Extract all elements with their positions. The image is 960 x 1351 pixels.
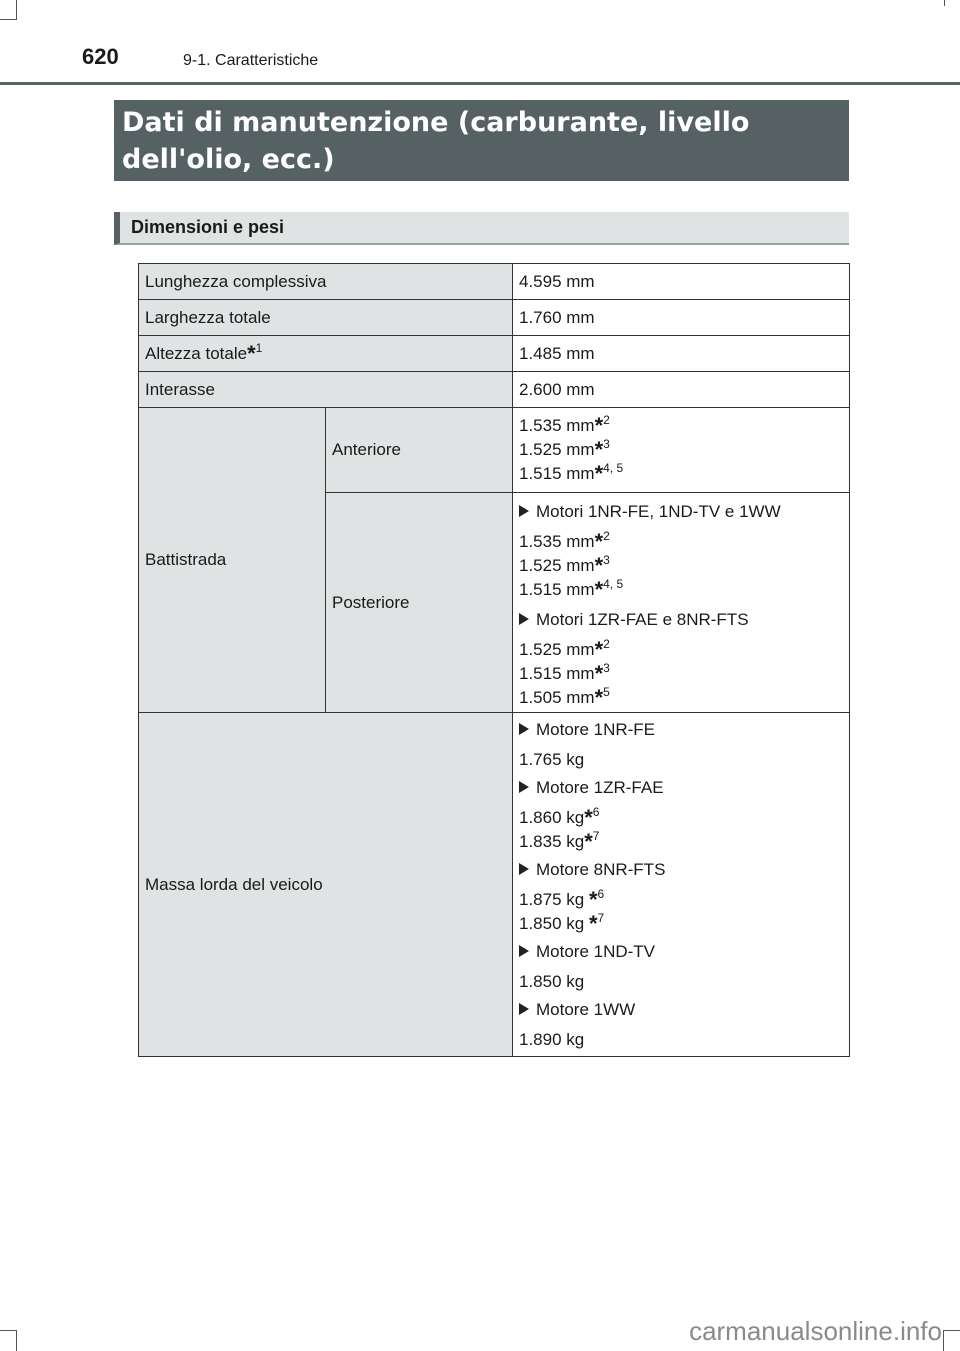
- value-text: 1.515 mm: [519, 579, 595, 599]
- value-text: 1.525 mm: [519, 555, 595, 575]
- footnote-asterisk: *: [247, 340, 256, 366]
- value-text: 1.515 mm: [519, 464, 595, 483]
- header-divider: [0, 82, 960, 85]
- value-line: [519, 662, 843, 686]
- dimensions-table: [138, 263, 850, 1057]
- value-line: [519, 912, 843, 936]
- row-label: Massa lorda del veicolo: [139, 713, 513, 1057]
- footnote-asterisk: *: [594, 528, 604, 554]
- triangle-bullet-icon: [519, 863, 529, 875]
- crop-mark: [943, 1330, 944, 1351]
- engine-label: Motore 8NR-FTS: [536, 859, 666, 879]
- value-text: 1.835 kg: [519, 831, 585, 851]
- footnote-asterisk: *: [594, 437, 604, 462]
- table-row: [139, 713, 850, 1057]
- footnote-asterisk: *: [584, 804, 593, 830]
- footnote-asterisk: *: [594, 684, 604, 710]
- value-text: 1.860 kg: [519, 807, 585, 827]
- crop-mark: [944, 0, 945, 6]
- row-value: 4.595 mm: [513, 264, 850, 300]
- engine-option: [519, 608, 843, 632]
- table-row: [139, 372, 850, 408]
- row-value: [513, 408, 850, 493]
- row-label: Battistrada: [139, 408, 326, 713]
- crop-mark: [16, 0, 17, 20]
- crop-mark: [16, 1330, 17, 1351]
- engine-option: [519, 940, 843, 964]
- engine-label: Motore 1WW: [536, 999, 636, 1019]
- crop-mark: [943, 1330, 960, 1331]
- value-text: 1.535 mm: [519, 531, 595, 551]
- row-label: [139, 336, 513, 372]
- engine-option: [519, 718, 843, 742]
- value-text: 1.525 mm: [519, 639, 595, 659]
- crop-mark: [0, 19, 17, 20]
- row-value: [513, 493, 850, 713]
- value-text: 1.850 kg: [519, 913, 589, 933]
- footnote-ref: 6: [597, 886, 605, 901]
- subsection-title: Dimensioni e pesi: [114, 212, 849, 245]
- value-line: [519, 438, 843, 462]
- row-label: Interasse: [139, 372, 513, 408]
- value-text: 1.505 mm: [519, 687, 595, 707]
- page-number: 620: [82, 44, 119, 69]
- footnote-ref: 3: [603, 552, 610, 567]
- row-value: [513, 713, 850, 1057]
- footnote-asterisk: *: [594, 576, 604, 602]
- footnote-ref: 4, 5: [603, 461, 624, 475]
- value-line: [519, 530, 843, 554]
- value-line: [519, 888, 843, 912]
- footnote-asterisk: *: [588, 886, 598, 912]
- footnote-ref: 3: [603, 437, 610, 451]
- footnote-asterisk: *: [588, 910, 598, 936]
- crop-mark: [0, 1330, 17, 1331]
- row-value: 1.485 mm: [513, 336, 850, 372]
- footnote-asterisk: *: [584, 828, 593, 854]
- triangle-bullet-icon: [519, 505, 529, 517]
- value-text: 1.525 mm: [519, 440, 595, 459]
- table-row: [139, 300, 850, 336]
- footnote-ref: 3: [603, 660, 610, 675]
- watermark: carmanualsonline.info: [689, 1316, 942, 1346]
- footnote-ref: 2: [603, 636, 610, 651]
- engine-label: Motore 1NR-FE: [536, 719, 656, 739]
- value-line: [519, 638, 843, 662]
- value-line: [519, 686, 843, 710]
- footnote-ref: 2: [603, 528, 610, 543]
- value-line: 1.850 kg: [519, 971, 585, 991]
- table-row: [139, 336, 850, 372]
- value-line: [519, 578, 843, 602]
- footnote-ref: 1: [255, 340, 263, 355]
- value-text: 1.515 mm: [519, 663, 595, 683]
- footnote-asterisk: *: [594, 461, 604, 486]
- footnote-asterisk: *: [594, 552, 604, 578]
- row-value: 1.760 mm: [513, 300, 850, 336]
- footnote-ref: 6: [592, 804, 600, 819]
- table-row: [139, 408, 850, 493]
- footnote-asterisk: *: [594, 636, 604, 662]
- sub-label: Anteriore: [326, 408, 513, 493]
- footnote-ref: 4, 5: [603, 576, 624, 591]
- value-line: 1.890 kg: [519, 1029, 585, 1049]
- page-title: Dati di manutenzione (carburante, livello dell'olio, ecc.): [114, 100, 849, 181]
- row-value: 2.600 mm: [513, 372, 850, 408]
- footnote-ref: 5: [603, 684, 610, 699]
- row-label: Larghezza totale: [139, 300, 513, 336]
- table-row: [139, 264, 850, 300]
- footnote-asterisk: *: [594, 660, 604, 686]
- engine-label: Motore 1ZR-FAE: [536, 777, 664, 797]
- triangle-bullet-icon: [519, 945, 529, 957]
- triangle-bullet-icon: [519, 723, 529, 735]
- engine-label: Motori 1ZR-FAE e 8NR-FTS: [536, 609, 749, 629]
- footnote-ref: 2: [603, 413, 610, 427]
- value-line: [519, 414, 843, 438]
- engine-option: [519, 776, 843, 800]
- sub-label: Posteriore: [326, 493, 513, 713]
- value-line: 1.765 kg: [519, 749, 585, 769]
- footnote-ref: 7: [592, 828, 600, 843]
- footnote-asterisk: *: [594, 413, 604, 438]
- engine-label: Motore 1ND-TV: [536, 941, 656, 961]
- engine-option: [519, 858, 843, 882]
- engine-option: [519, 500, 843, 524]
- triangle-bullet-icon: [519, 613, 529, 625]
- value-line: [519, 806, 843, 830]
- value-line: [519, 830, 843, 854]
- engine-label: Motori 1NR-FE, 1ND-TV e 1WW: [536, 501, 781, 521]
- value-text: 1.535 mm: [519, 416, 595, 435]
- label-text: Altezza totale: [145, 343, 248, 363]
- value-line: [519, 462, 843, 486]
- triangle-bullet-icon: [519, 781, 529, 793]
- engine-option: [519, 998, 843, 1022]
- footnote-ref: 7: [597, 910, 605, 925]
- row-label: Lunghezza complessiva: [139, 264, 513, 300]
- triangle-bullet-icon: [519, 1003, 529, 1015]
- value-text: 1.875 kg: [519, 889, 589, 909]
- section-title: 9-1. Caratteristiche: [183, 52, 319, 69]
- value-line: [519, 554, 843, 578]
